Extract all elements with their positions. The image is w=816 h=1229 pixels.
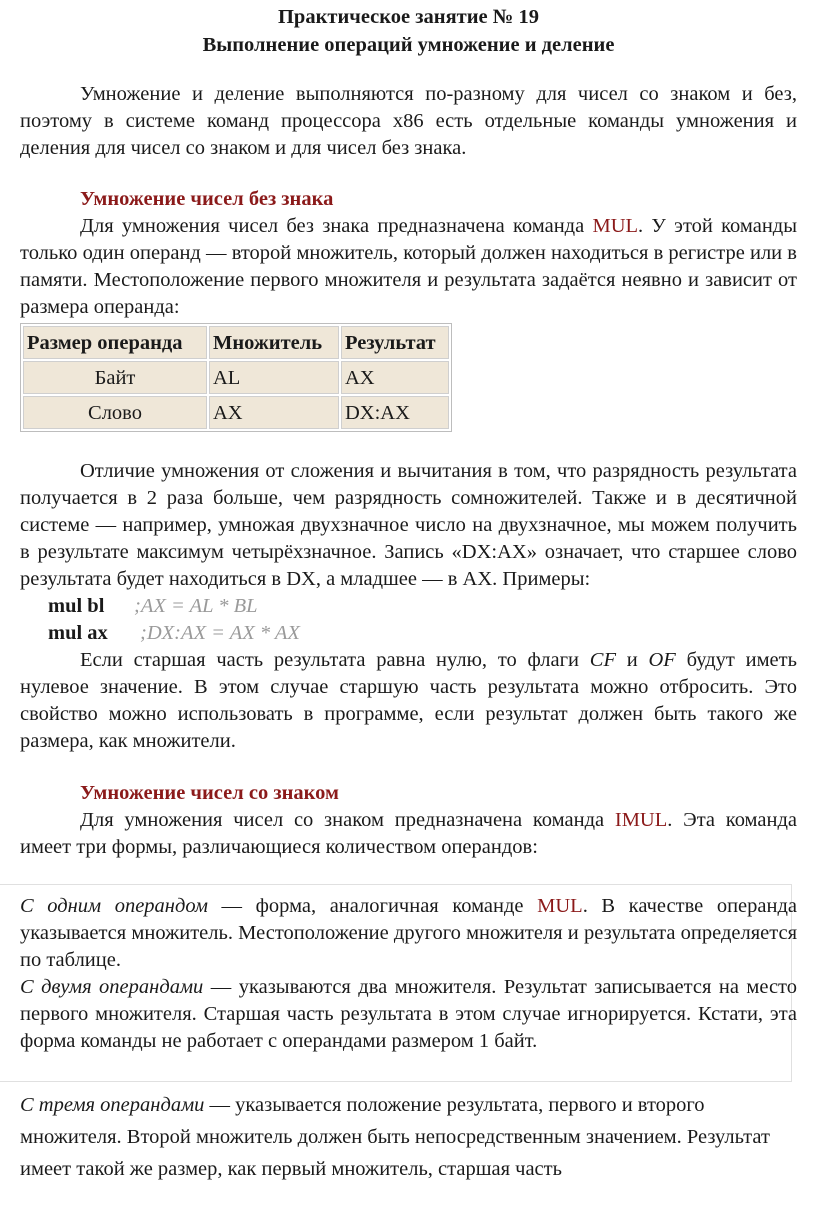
code-example: mul ax ;DX:AX = AX * AX xyxy=(48,622,300,644)
unsigned-paragraph-1: Для умножения чисел без знака предназначена команда MUL. У этой команды только один операнд — второй множитель, который должен находиться в регистре или в памяти. Местоположение первого множителя и результата задаётся неявно и зависит от размера операнда: xyxy=(20,215,798,318)
table-cell: AL xyxy=(209,361,339,394)
table-header: Результат xyxy=(341,326,449,359)
operand-table xyxy=(20,323,452,432)
imul-forms xyxy=(20,893,797,1055)
table-row xyxy=(23,361,449,394)
table-row xyxy=(23,396,449,429)
signed-paragraph-1: Для умножения чисел со знаком предназначена команда IMUL. Эта команда имеет три формы, различающиеся количеством операндов: xyxy=(20,809,797,858)
unsigned-paragraph-2: Отличие умножения от сложения и вычитания в том, что разрядность результата получается в 2 раза больше, чем разрядность сомножителей. Также и в десятичной системе — например, умножая двухзначное число на двухзначное, мы можем получить в результате максимум четырёхзначное. Запись «DX:AX» означает, что старшее слово результата будет находиться в DX, а младшее — в AX. Примеры: xyxy=(20,460,797,590)
table-header: Размер операнда xyxy=(23,326,207,359)
code-example: mul bl ;AX = AL * BL xyxy=(48,595,258,617)
section-heading-unsigned: Умножение чисел без знака xyxy=(80,188,334,210)
imul-command: IMUL xyxy=(614,809,668,831)
unsigned-paragraph-3: Если старшая часть результата равна нулю, то флаги CF и OF будут иметь нулевое значение. В этом случае старшую часть результата можно отбросить. Это свойство можно использовать в программе, если результат должен быть такого же размера, как множители. xyxy=(20,649,797,752)
page-subtitle: Выполнение операций умножение и деление xyxy=(202,34,615,56)
table-cell: AX xyxy=(341,361,449,394)
section-heading-signed: Умножение чисел со знаком xyxy=(80,782,340,804)
table-cell: Слово xyxy=(23,396,207,429)
table-cell: Байт xyxy=(23,361,207,394)
mul-command-ref: MUL xyxy=(537,895,583,917)
table-cell: AX xyxy=(209,396,339,429)
table-header: Множитель xyxy=(209,326,339,359)
table-cell: DX:AX xyxy=(341,396,449,429)
form-two-operands: С двумя операндами — указываются два множителя. Результат записывается на место первого множителя. Старшая часть результата в этом случае игнорируется. Кстати, эта форма команды не работает с операндами размером 1 байт. xyxy=(20,976,797,1052)
table-header-row xyxy=(23,326,449,359)
page-title: Практическое занятие № 19 xyxy=(277,6,540,28)
intro-paragraph: Умножение и деление выполняются по-разному для чисел со знаком и без, поэтому в системе команд процессора x86 есть отдельные команды умножения и деления для чисел со знаком и для чисел без знака. xyxy=(20,83,797,159)
mul-command: MUL xyxy=(592,215,639,237)
flag-cf: CF xyxy=(589,649,616,671)
flag-of: OF xyxy=(648,649,676,671)
form-three-operands: С тремя операндами — указывается положение результата, первого и второго множителя. Второй множитель должен быть непосредственным значением. Результат имеет такой же размер, как первый множитель, старшая часть xyxy=(20,1094,770,1180)
imul-form-three xyxy=(20,1089,797,1185)
document-page xyxy=(20,0,797,861)
form-one-operand: С одним операндом — форма, аналогичная команде MUL. В качестве операнда указывается множитель. Местоположение другого множителя и результата определяется по таблице. xyxy=(20,895,797,971)
